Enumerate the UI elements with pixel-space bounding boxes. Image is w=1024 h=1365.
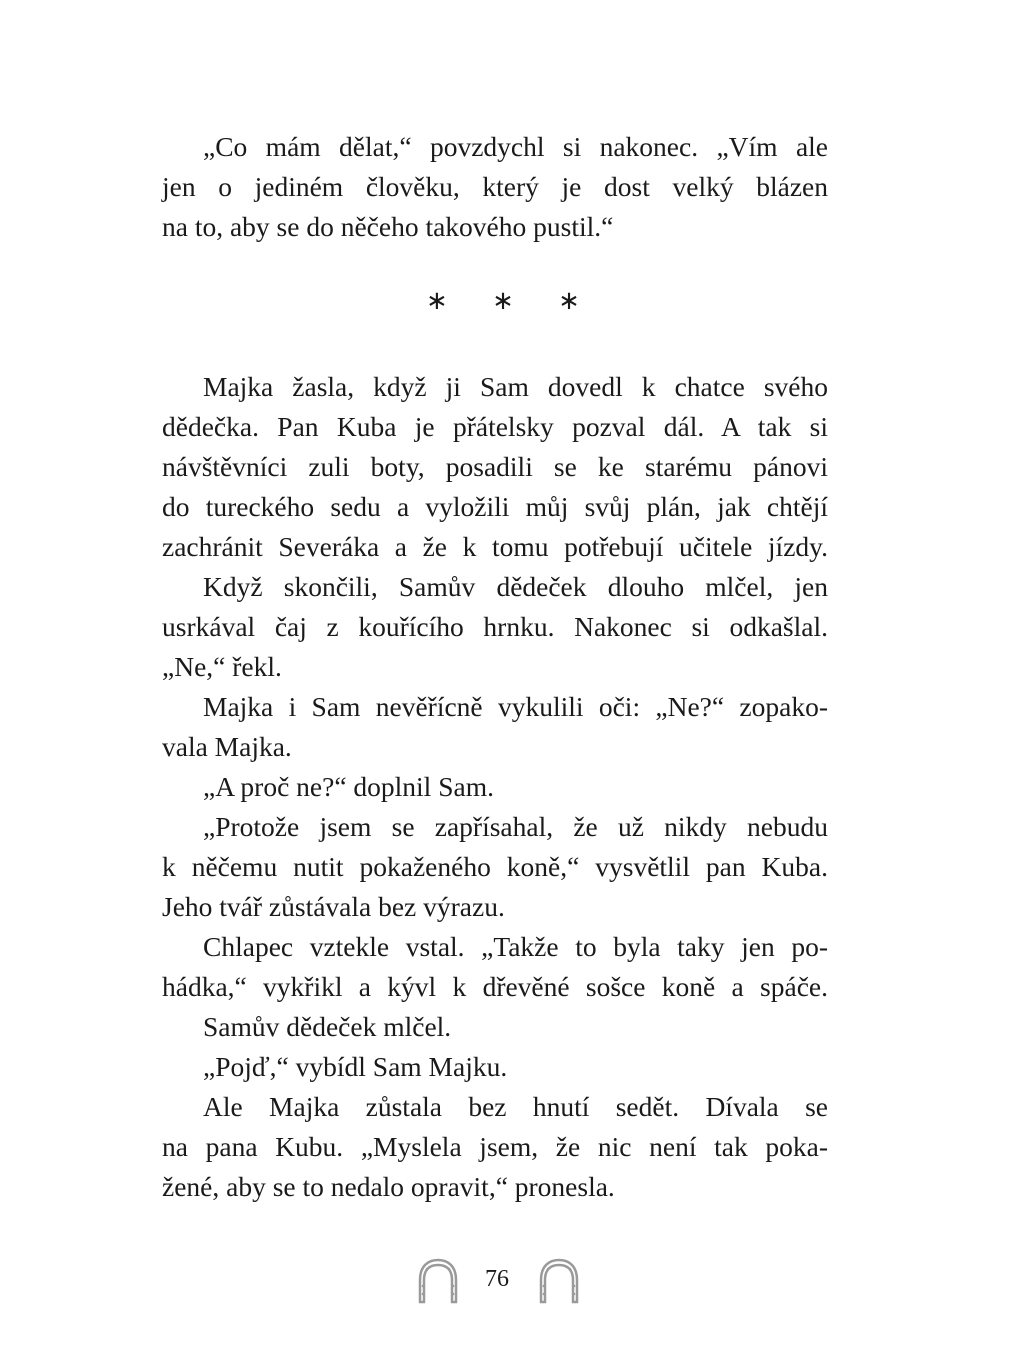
text-line: Samův dědeček mlčel. (203, 1011, 452, 1042)
text-line: „Protože jsem se zapřísahal, že už nikdy nebudu (203, 811, 828, 842)
page-footer (0, 1256, 1024, 1306)
text-line: návštěvníci zuli boty, posadili se ke starému pánovi (162, 451, 828, 482)
text-line: dědečka. Pan Kuba je přátelsky pozval dál. A tak si (162, 411, 828, 442)
paragraphs-main (162, 367, 828, 1207)
text-line: „Ne,“ řekl. (162, 651, 282, 682)
text-line: žené, aby se to nedalo opravit,“ pronesla. (162, 1171, 615, 1202)
text-line: do tureckého sedu a vyložili můj svůj plán, jak chtějí (162, 491, 828, 522)
text-line: na pana Kubu. „Myslela jsem, že nic není tak poka- (162, 1131, 828, 1162)
section-separator: ∗ ∗ ∗ (426, 286, 598, 316)
text-line: usrkával čaj z kouřícího hrnku. Nakonec si odkašlal. (162, 611, 828, 642)
text-line: jen o jediném člověku, který je dost velký blázen (162, 171, 828, 202)
text-line: na to, aby se do něčeho takového pustil.“ (162, 211, 614, 242)
text-line: hádka,“ vykřikl a kývl k dřevěné sošce koně a spáče. (162, 971, 828, 1002)
text-line: Když skončili, Samův dědeček dlouho mlčel, jen (203, 571, 828, 602)
paragraph-top (162, 127, 828, 247)
text-line: Chlapec vztekle vstal. „Takže to byla taky jen po- (203, 931, 828, 962)
text-line: zachránit Severáka a že k tomu potřebují učitele jízdy. (162, 531, 828, 562)
horseshoe-icon (535, 1256, 583, 1306)
text-line: „Co mám dělat,“ povzdychl si nakonec. „Vím ale (203, 131, 828, 162)
page-number: 76 (485, 1266, 509, 1292)
text-line: vala Majka. (162, 731, 292, 762)
text-line: Majka i Sam nevěřícně vykulili oči: „Ne?“ zopako- (203, 691, 828, 722)
horseshoe-icon (414, 1256, 462, 1306)
text-line: k něčemu nutit pokaženého koně,“ vysvětlil pan Kuba. (162, 851, 828, 882)
text-line: Majka žasla, když ji Sam dovedl k chatce svého (203, 371, 828, 402)
text-line: Jeho tvář zůstávala bez výrazu. (162, 891, 505, 922)
text-line: Ale Majka zůstala bez hnutí sedět. Dívala se (203, 1091, 828, 1122)
text-line: „Pojď,“ vybídl Sam Majku. (203, 1051, 508, 1082)
text-line: „A proč ne?“ doplnil Sam. (203, 771, 494, 802)
